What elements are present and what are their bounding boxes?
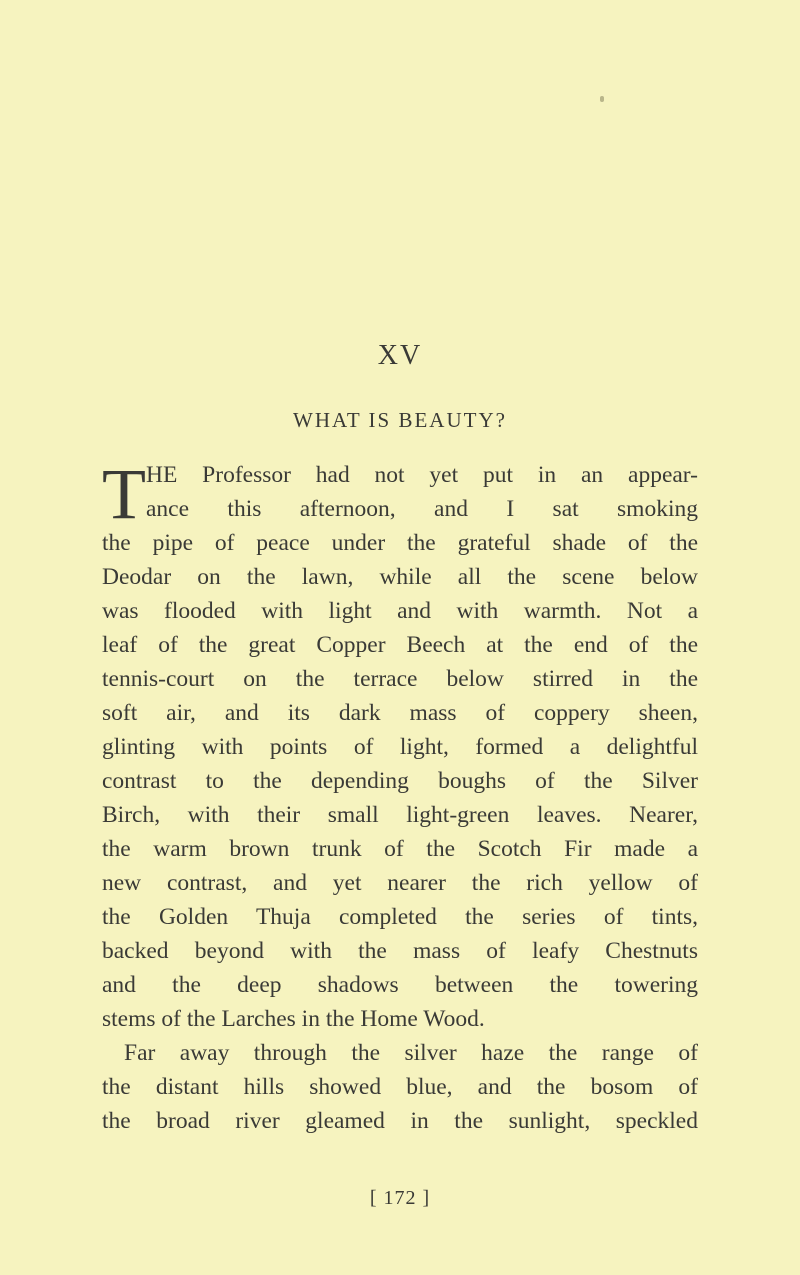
- text-line: was flooded with light and with warmth. Not a: [102, 598, 698, 624]
- paper-speck: [600, 96, 604, 102]
- text-line: soft air, and its dark mass of coppery sheen,: [102, 700, 698, 726]
- text-line: leaf of the great Copper Beech at the end of the: [102, 632, 698, 658]
- text-line: the warm brown trunk of the Scotch Fir made a: [102, 836, 698, 862]
- text-line: the Golden Thuja completed the series of tints,: [102, 904, 698, 930]
- text-line: Far away through the silver haze the range of: [124, 1040, 698, 1066]
- chapter-number: XV: [377, 340, 423, 371]
- text-line: new contrast, and yet nearer the rich yellow of: [102, 870, 698, 896]
- text-line: the pipe of peace under the grateful shade of the: [102, 530, 698, 556]
- text-line: HE Professor had not yet put in an appear-: [146, 462, 698, 488]
- text-line: glinting with points of light, formed a delightful: [102, 734, 698, 760]
- page-number: [ 172 ]: [369, 1187, 431, 1209]
- text-line: the distant hills showed blue, and the bosom of: [102, 1074, 698, 1100]
- text-line: contrast to the depending boughs of the Silver: [102, 768, 698, 794]
- text-line: the broad river gleamed in the sunlight, speckled: [102, 1108, 698, 1134]
- text-line: stems of the Larches in the Home Wood.: [102, 1006, 485, 1032]
- text-line: Birch, with their small light-green leaves. Nearer,: [102, 802, 698, 828]
- text-line: ance this afternoon, and I sat smoking: [146, 496, 698, 522]
- text-line: backed beyond with the mass of leafy Chestnuts: [102, 938, 698, 964]
- chapter-title: WHAT IS BEAUTY?: [293, 408, 507, 432]
- text-line: and the deep shadows between the towering: [102, 972, 698, 998]
- text-line: Deodar on the lawn, while all the scene below: [102, 564, 698, 590]
- drop-cap: T: [102, 454, 146, 534]
- text-line: tennis-court on the terrace below stirred in the: [102, 666, 698, 692]
